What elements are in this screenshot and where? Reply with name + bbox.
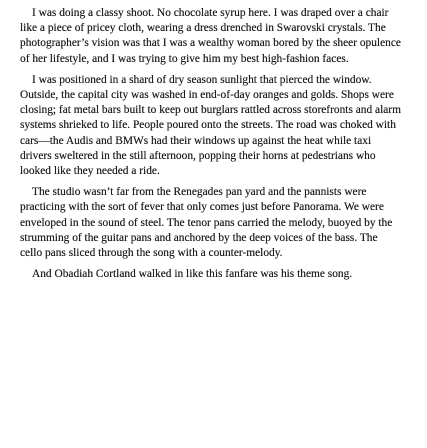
paragraph-2: I was positioned in a shard of dry season sunlight that pierced the window. Outside, the capital city was washed in end-of-day oranges and golds. Shops were closing; fat metal bars built to keep out burglars rattled across storefronts and alarm systems shrieked to life. People poured onto the streets. The road was choked with cars—the Audis and BMWs had their windows up against the heat while taxi drivers sweltered in the still afternoon, popping their horns at pedestrians who looked like they needed a ride. xyxy=(20,73,401,178)
document-page xyxy=(20,6,402,288)
paragraph-1: I was doing a classy shoot. No chocolate syrup here. I was draped over a chair like a piece of pricey cloth, wearing a dress drenched in Swarovski crystals. The photographer’s vision was that I was a wealthy woman bored by the sheer opulence of her lifestyle, and I was trying to give him my best high-fashion faces. xyxy=(20,7,401,65)
paragraph-4: And Obadiah Cortland walked in like this fanfare was his theme song. xyxy=(32,268,353,281)
paragraph-3: The studio wasn’t far from the Renegades pan yard and the pannists were practicing with the sort of fever that only comes just before Panorama. We were enveloped in the sound of steel. The tenor pans carried the melody, buoyed by the strumming of the guitar pans and anchored by the deep voices of the bass. The cello pans sliced through the song with a counter-melody. xyxy=(20,186,393,260)
